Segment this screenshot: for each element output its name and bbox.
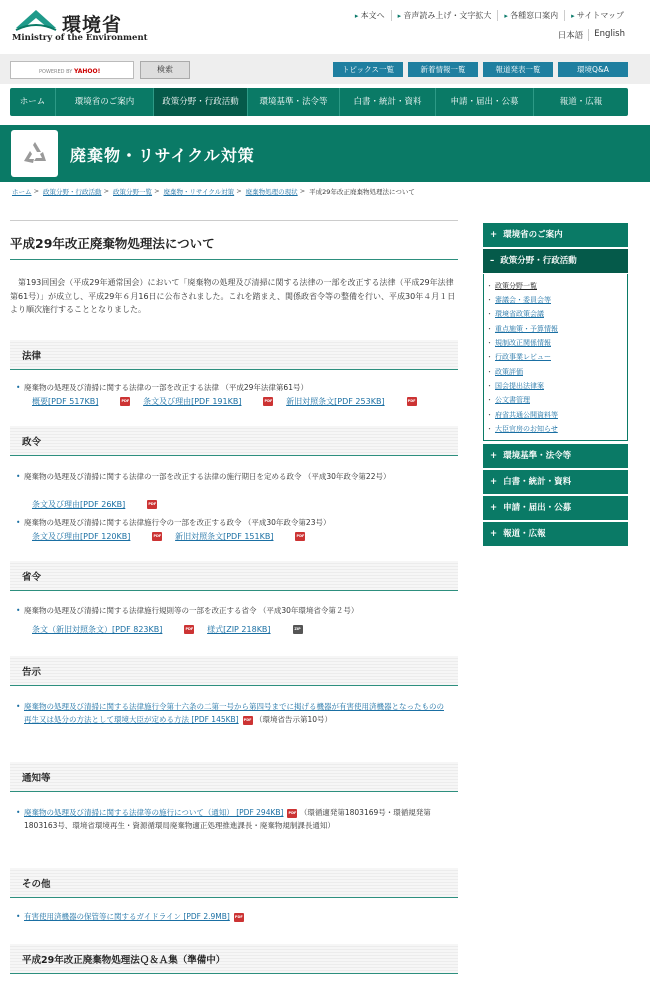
breadcrumb-current: 平成29年改正廃棄物処理法について: [309, 188, 415, 196]
plus-icon: +: [490, 451, 498, 461]
pdf-icon: PDF: [243, 716, 253, 725]
list-item: • 廃棄物の処理及び清掃に関する法律の一部を改正する法律 （平成29年法律第61号）: [16, 383, 308, 392]
pdf-link[interactable]: 廃棄物の処理及び清掃に関する法律施行令第十六条の二第一号から第四号までに掲げる機器が有害使用済機器となったものの再生又は処分の方法として環境大臣が定める方法 [PDF 145KB]: [24, 702, 444, 724]
section-header-notice: 告示: [10, 656, 458, 686]
pdf-link[interactable]: 新旧対照条文[PDF 253KB]: [286, 397, 385, 406]
divider: [10, 220, 458, 221]
site-logo[interactable]: [10, 6, 148, 46]
plus-icon: +: [490, 477, 498, 487]
utility-links: [349, 10, 630, 21]
link-row: [32, 396, 417, 407]
plus-icon: +: [490, 503, 498, 513]
link-row: [32, 624, 303, 635]
banner-title: 廃棄物・リサイクル対策: [70, 146, 255, 165]
pdf-icon: PDF: [152, 532, 162, 541]
press-release-button[interactable]: 報道発表一覧: [483, 62, 553, 77]
pdf-icon: PDF: [147, 500, 157, 509]
sidebar-sub-item[interactable]: ・ 規制改正関係情報: [495, 338, 551, 348]
nav-home[interactable]: ホーム: [10, 88, 56, 116]
category-banner: [0, 125, 650, 182]
sidebar-sublist: [483, 274, 628, 441]
sidebar-item-press[interactable]: + 報道・広報: [483, 522, 628, 546]
list-item: • 廃棄物の処理及び清掃に関する法律施行令の一部を改正する政令 （平成30年政令第23号）: [16, 518, 331, 527]
pdf-icon: PDF: [407, 397, 417, 406]
breadcrumb-home[interactable]: ホーム: [12, 188, 32, 196]
pdf-link[interactable]: 条文及び理由[PDF 191KB]: [143, 397, 242, 406]
sidebar-item-whitepaper[interactable]: + 白書・統計・資料: [483, 470, 628, 494]
pdf-link[interactable]: 条文（新旧対照条文）[PDF 823KB]: [32, 625, 163, 634]
pdf-icon: PDF: [184, 625, 194, 634]
search-bar-row: [0, 54, 650, 84]
list-item: • 廃棄物の処理及び清掃に関する法律施行規則等の一部を改正する省令 （平成30年環境省令第２号）: [16, 606, 359, 615]
main-nav: [10, 88, 628, 116]
intro-paragraph: 第193回国会（平成29年通常国会）において「廃棄物の処理及び清掃に関する法律の一部を改正する法律（平成29年法律第61号）」が成立し、平成29年６月16日に公布されました。これを踏まえ、関係政省令等の整備を行い、平成30年４月１日より順次施行することとなりました。: [10, 278, 456, 314]
breadcrumb-waste[interactable]: 廃棄物・リサイクル対策: [163, 188, 235, 196]
recycle-icon: [11, 130, 58, 177]
pdf-icon: PDF: [234, 913, 244, 922]
pdf-link[interactable]: 条文及び理由[PDF 120KB]: [32, 532, 131, 541]
site-header: [0, 0, 650, 52]
list-item: • 廃棄物の処理及び清掃に関する法律等の施行について（通知） [PDF 294KB] PDF （環循適発第1803169号・環循規発第1803163号、環境省環境再生・資源循環局廃棄物適正処理推進課長・廃棄物規制課長通知）: [16, 808, 431, 830]
sidebar-item-application[interactable]: + 申請・届出・公募: [483, 496, 628, 520]
util-link-speech[interactable]: ▸ 音声読み上げ・文字拡大: [391, 10, 498, 21]
list-item: • 廃棄物の処理及び清掃に関する法律の一部を改正する法律の施行期日を定める政令 （平成30年政令第22号）: [16, 472, 391, 481]
util-link-contact[interactable]: ▸ 各種窓口案内: [497, 10, 564, 21]
zip-link[interactable]: 様式[ZIP 218KB]: [207, 625, 271, 634]
logo-english: Ministry of the Environment: [12, 33, 148, 43]
pdf-icon: PDF: [263, 397, 273, 406]
plus-icon: +: [490, 230, 498, 240]
nav-standards[interactable]: 環境基準・法令等: [248, 88, 340, 116]
plus-icon: +: [490, 529, 498, 539]
sidebar-sub-item[interactable]: ・ 公文書管理: [495, 395, 530, 405]
lang-japanese[interactable]: 日本語: [557, 31, 584, 41]
pdf-link[interactable]: 有害使用済機器の保管等に関するガイドライン [PDF 2.9MB]: [24, 912, 230, 921]
search-input[interactable]: POWERED BY YAHOO!: [10, 61, 134, 79]
section-header-ministerial-ordinance: 省令: [10, 561, 458, 591]
nav-whitepaper[interactable]: 白書・統計・資料: [340, 88, 436, 116]
section-header-cabinet-order: 政令: [10, 426, 458, 456]
link-row: [32, 499, 157, 510]
env-qa-button[interactable]: 環境Q&A: [558, 62, 628, 77]
pdf-link[interactable]: 概要[PDF 517KB]: [32, 397, 99, 406]
list-item: • 廃棄物の処理及び清掃に関する法律施行令第十六条の二第一号から第四号までに掲げる機器が有害使用済機器となったものの再生又は処分の方法として環境大臣が定める方法 [PDF 145KB] PDF （環境省告示第10号）: [16, 702, 444, 724]
sidebar-sub-item[interactable]: ・ 大臣官房のお知らせ: [495, 424, 558, 434]
new-info-button[interactable]: 新着情報一覧: [408, 62, 478, 77]
sidebar-sub-item[interactable]: ・ 審議会・委員会等: [495, 295, 551, 305]
pdf-icon: PDF: [287, 809, 297, 818]
util-link-sitemap[interactable]: ▸ サイトマップ: [564, 10, 630, 21]
pdf-link[interactable]: 廃棄物の処理及び清掃に関する法律等の施行について（通知） [PDF 294KB]: [24, 808, 284, 817]
pdf-link[interactable]: 新旧対照条文[PDF 151KB]: [175, 532, 274, 541]
sidebar-sub-item[interactable]: ・ 重点施策・予算情報: [495, 324, 558, 334]
sidebar-sub-item[interactable]: ・ 政策評価: [495, 367, 523, 377]
divider: [10, 259, 458, 260]
section-header-circular: 通知等: [10, 762, 458, 792]
sidebar-sub-item[interactable]: ・ 国会提出法律案: [495, 381, 544, 391]
breadcrumb-waste-status[interactable]: 廃棄物処理の現状: [245, 188, 298, 196]
sidebar-item-standards[interactable]: + 環境基準・法令等: [483, 444, 628, 468]
nav-about[interactable]: 環境省のご案内: [56, 88, 154, 116]
minus-icon: –: [490, 256, 495, 266]
util-link-main[interactable]: ▸ 本文へ: [349, 10, 391, 21]
language-switch: [553, 29, 630, 41]
pdf-link[interactable]: 条文及び理由[PDF 26KB]: [32, 500, 126, 509]
sidebar-sub-item[interactable]: ・ 行政事業レビュー: [495, 352, 551, 362]
logo-mark-icon: [14, 6, 58, 32]
nav-press[interactable]: 報道・広報: [559, 97, 603, 107]
page-title: 平成29年改正廃棄物処理法について: [10, 236, 215, 251]
sidebar-item-policy[interactable]: – 政策分野・行政活動: [483, 249, 628, 273]
sidebar-sub-item[interactable]: ・ 府省共通公開資料等: [495, 410, 558, 420]
logo-text: 環境省: [62, 14, 123, 36]
search-button[interactable]: 検索: [140, 61, 190, 79]
pdf-icon: PDF: [295, 532, 305, 541]
nav-application[interactable]: 申請・届出・公募: [436, 88, 534, 116]
zip-icon: ZIP: [293, 625, 303, 634]
sidebar-item-about[interactable]: + 環境省のご案内: [483, 223, 628, 247]
breadcrumb-policy-list[interactable]: 政策分野一覧: [113, 188, 153, 196]
section-header-qa: 平成29年改正廃棄物処理法Ｑ＆Ａ集（準備中）: [10, 944, 458, 974]
section-header-law: 法律: [10, 340, 458, 370]
topics-list-button[interactable]: トピックス一覧: [333, 62, 403, 77]
link-row: [32, 531, 305, 542]
section-header-other: その他: [10, 868, 458, 898]
breadcrumb: ホーム > 政策分野・行政活動 > 政策分野一覧 > 廃棄物・リサイクル対策 > 廃棄物処理の現状 > 平成29年改正廃棄物処理法について: [12, 187, 415, 196]
sidebar-sub-item[interactable]: ・ 環境省政策会議: [495, 309, 544, 319]
pdf-icon: PDF: [120, 397, 130, 406]
sidebar-sub-item[interactable]: ・ 政策分野一覧: [495, 281, 537, 291]
lang-english[interactable]: English: [588, 29, 630, 41]
nav-policy[interactable]: 政策分野・行政活動: [154, 88, 248, 116]
list-item: • 有害使用済機器の保管等に関するガイドライン [PDF 2.9MB] PDF: [16, 912, 243, 921]
breadcrumb-policy[interactable]: 政策分野・行政活動: [43, 188, 102, 196]
